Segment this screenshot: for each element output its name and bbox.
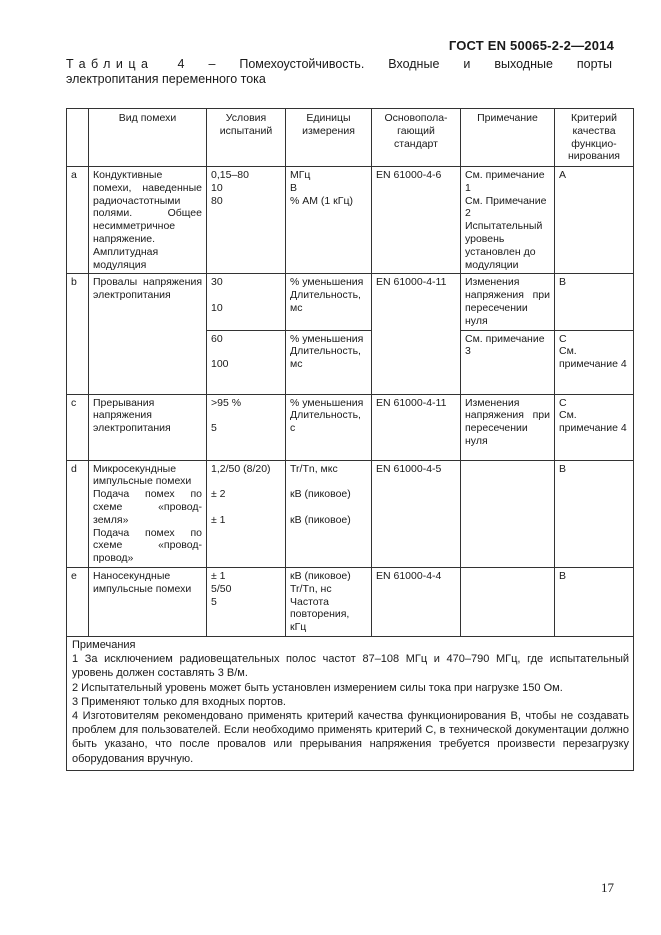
cell-units [286, 394, 372, 460]
cell-line: 10 [211, 181, 223, 194]
cell-criterion [555, 330, 634, 394]
cell-line: Частота повторения, кГц [290, 595, 350, 634]
cell-standard: EN 61000-4-5 [372, 460, 461, 567]
caption-word: Входные [388, 57, 440, 71]
cell-units [286, 274, 372, 330]
row-id: c [67, 394, 89, 460]
table-row [67, 274, 634, 330]
cell-line: % уменьшения [290, 332, 364, 345]
cell-units [286, 167, 372, 274]
caption-word: выходные [494, 57, 553, 71]
cell-line: Микросекундные импульсные помехи [93, 462, 192, 488]
cell-note: Изменения напряжения при пересечении нуля [461, 394, 555, 460]
cell-line: кВ (пиковое) [290, 488, 351, 501]
notes-row [67, 636, 634, 770]
note-item: 3 Применяют только для входных портов. [72, 695, 286, 708]
row-id: b [67, 274, 89, 394]
cell-line: % уменьшения [290, 276, 364, 289]
table-row [67, 167, 634, 274]
header-cell-note: Примечание [461, 109, 555, 167]
cell-standard: EN 61000-4-6 [372, 167, 461, 274]
caption-label: Таблица [66, 57, 154, 71]
cell-line: >95 % [211, 396, 242, 409]
cell-line: 1,2/50 (8/20) [211, 462, 271, 475]
cell-units [286, 330, 372, 394]
page-number: 17 [601, 880, 614, 895]
cell-units [286, 567, 372, 636]
cell-line: % уменьшения [290, 396, 364, 409]
immunity-table [66, 108, 634, 771]
cell-line: 5 [211, 422, 217, 435]
cell-units [286, 460, 372, 567]
cell-line: См. примечание 4 [559, 409, 627, 435]
cell-type [89, 460, 207, 567]
note-item: 2 Испытательный уровень может быть установлен измерением силы тока при нагрузке 150 Ом. [72, 681, 563, 694]
cell-criterion: B [555, 460, 634, 567]
cell-line: Длительность, мс [290, 345, 361, 371]
cell-line: См. примечание 4 [559, 345, 627, 371]
caption-word: порты [576, 57, 612, 71]
cell-standard: EN 61000-4-11 [372, 394, 461, 460]
cell-conditions [207, 167, 286, 274]
header-cell-criterion: Критерий качества функцио-нирования [555, 109, 634, 167]
cell-line: 60 [211, 332, 223, 345]
caption-dash: – [208, 57, 216, 71]
cell-line: ± 1 [211, 514, 226, 527]
cell-type: Провалы напряжения электропитания [89, 274, 207, 394]
cell-criterion [555, 394, 634, 460]
cell-line: Длительность, с [290, 409, 361, 435]
cell-line: Длительность, мс [290, 289, 361, 314]
cell-criterion: A [555, 167, 634, 274]
row-id: e [67, 567, 89, 636]
cell-line: 10 [211, 302, 223, 315]
table-row [67, 394, 634, 460]
cell-line: ± 1 [211, 569, 226, 582]
cell-line: C [559, 396, 567, 409]
cell-line: Tr/Tn, нс [290, 582, 332, 595]
cell-line: Испытательный уровень установлен до модуляции [465, 220, 543, 271]
cell-criterion: B [555, 274, 634, 330]
cell-line: В [290, 181, 298, 194]
cell-line: 0,15–80 [211, 169, 249, 181]
header-row [67, 109, 634, 167]
row-id: d [67, 460, 89, 567]
table-caption [66, 57, 612, 87]
cell-line: Tr/Tn, мкс [290, 462, 338, 475]
cell-line: 80 [211, 194, 223, 207]
note-item: 4 Изготовителям рекомендовано применять критерий качества функционирования B, чтобы не создавать проблем для пользователей. Если необходимо применять критерий C, в технической документации должно быть указано, что после провалов или прерывания напряжения требуется произвести перезагрузку оборудования вручную. [72, 709, 629, 765]
cell-line: C [559, 332, 567, 345]
notes-title: Примечания [72, 638, 136, 651]
cell-line: % АМ (1 кГц) [290, 194, 353, 207]
row-id: a [67, 167, 89, 274]
table-row [67, 567, 634, 636]
cell-line: 100 [211, 358, 229, 371]
cell-type: Кондуктивные помехи, наведенные радиочастотными полями. Общее несимметричное напряжение. Амплитудная модуляция [89, 167, 207, 274]
note-item: 1 За исключением радиовещательных полос частот 87–108 МГц и 470–790 МГц, где испытательный уровень должен составлять 3 В/м. [72, 653, 629, 680]
cell-type: Прерывания напряжения электропитания [89, 394, 207, 460]
cell-standard: EN 61000-4-11 [372, 274, 461, 394]
caption-line-2: электропитания переменного тока [66, 72, 266, 86]
header-cell-conditions: Условия испытаний [207, 109, 286, 167]
table-row [67, 460, 634, 567]
cell-line: 5 [211, 595, 217, 608]
cell-conditions [207, 567, 286, 636]
cell-conditions [207, 330, 286, 394]
header-cell-units: Единицы измерения [286, 109, 372, 167]
cell-line: 30 [211, 276, 223, 289]
cell-conditions [207, 460, 286, 567]
cell-note: См. примечание 3 [461, 330, 555, 394]
cell-line: 5/50 [211, 582, 232, 595]
caption-word: и [463, 57, 471, 71]
cell-line: ± 2 [211, 488, 226, 501]
cell-line: Подача помех по схеме «провод-земля» [93, 488, 202, 526]
caption-word: Помехоустойчивость. [239, 57, 365, 71]
header-cell-standard: Основопола-гающий стандарт [372, 109, 461, 167]
cell-criterion: B [555, 567, 634, 636]
cell-conditions [207, 274, 286, 330]
header-cell-index [67, 109, 89, 167]
cell-type: Наносекундные импульсные помехи [89, 567, 207, 636]
cell-conditions [207, 394, 286, 460]
cell-note: Изменения напряжения при пересечении нуля [461, 274, 555, 330]
cell-line: Подача помех по схеме «провод-провод» [93, 526, 202, 565]
cell-line: МГц [290, 169, 311, 181]
caption-number: 4 [177, 57, 185, 71]
cell-line: См. Примечание 2 [465, 194, 547, 220]
standard-designation: ГОСТ EN 50065-2-2—2014 [448, 38, 614, 53]
cell-note [461, 460, 555, 567]
header-cell-type: Вид помехи [89, 109, 207, 167]
cell-note [461, 567, 555, 636]
cell-line: кВ (пиковое) [290, 569, 351, 582]
cell-note [461, 167, 555, 274]
cell-standard: EN 61000-4-4 [372, 567, 461, 636]
cell-line: См. примечание 1 [465, 169, 545, 194]
cell-line: кВ (пиковое) [290, 514, 351, 527]
notes-cell [67, 636, 634, 770]
caption-line-1 [66, 57, 612, 72]
